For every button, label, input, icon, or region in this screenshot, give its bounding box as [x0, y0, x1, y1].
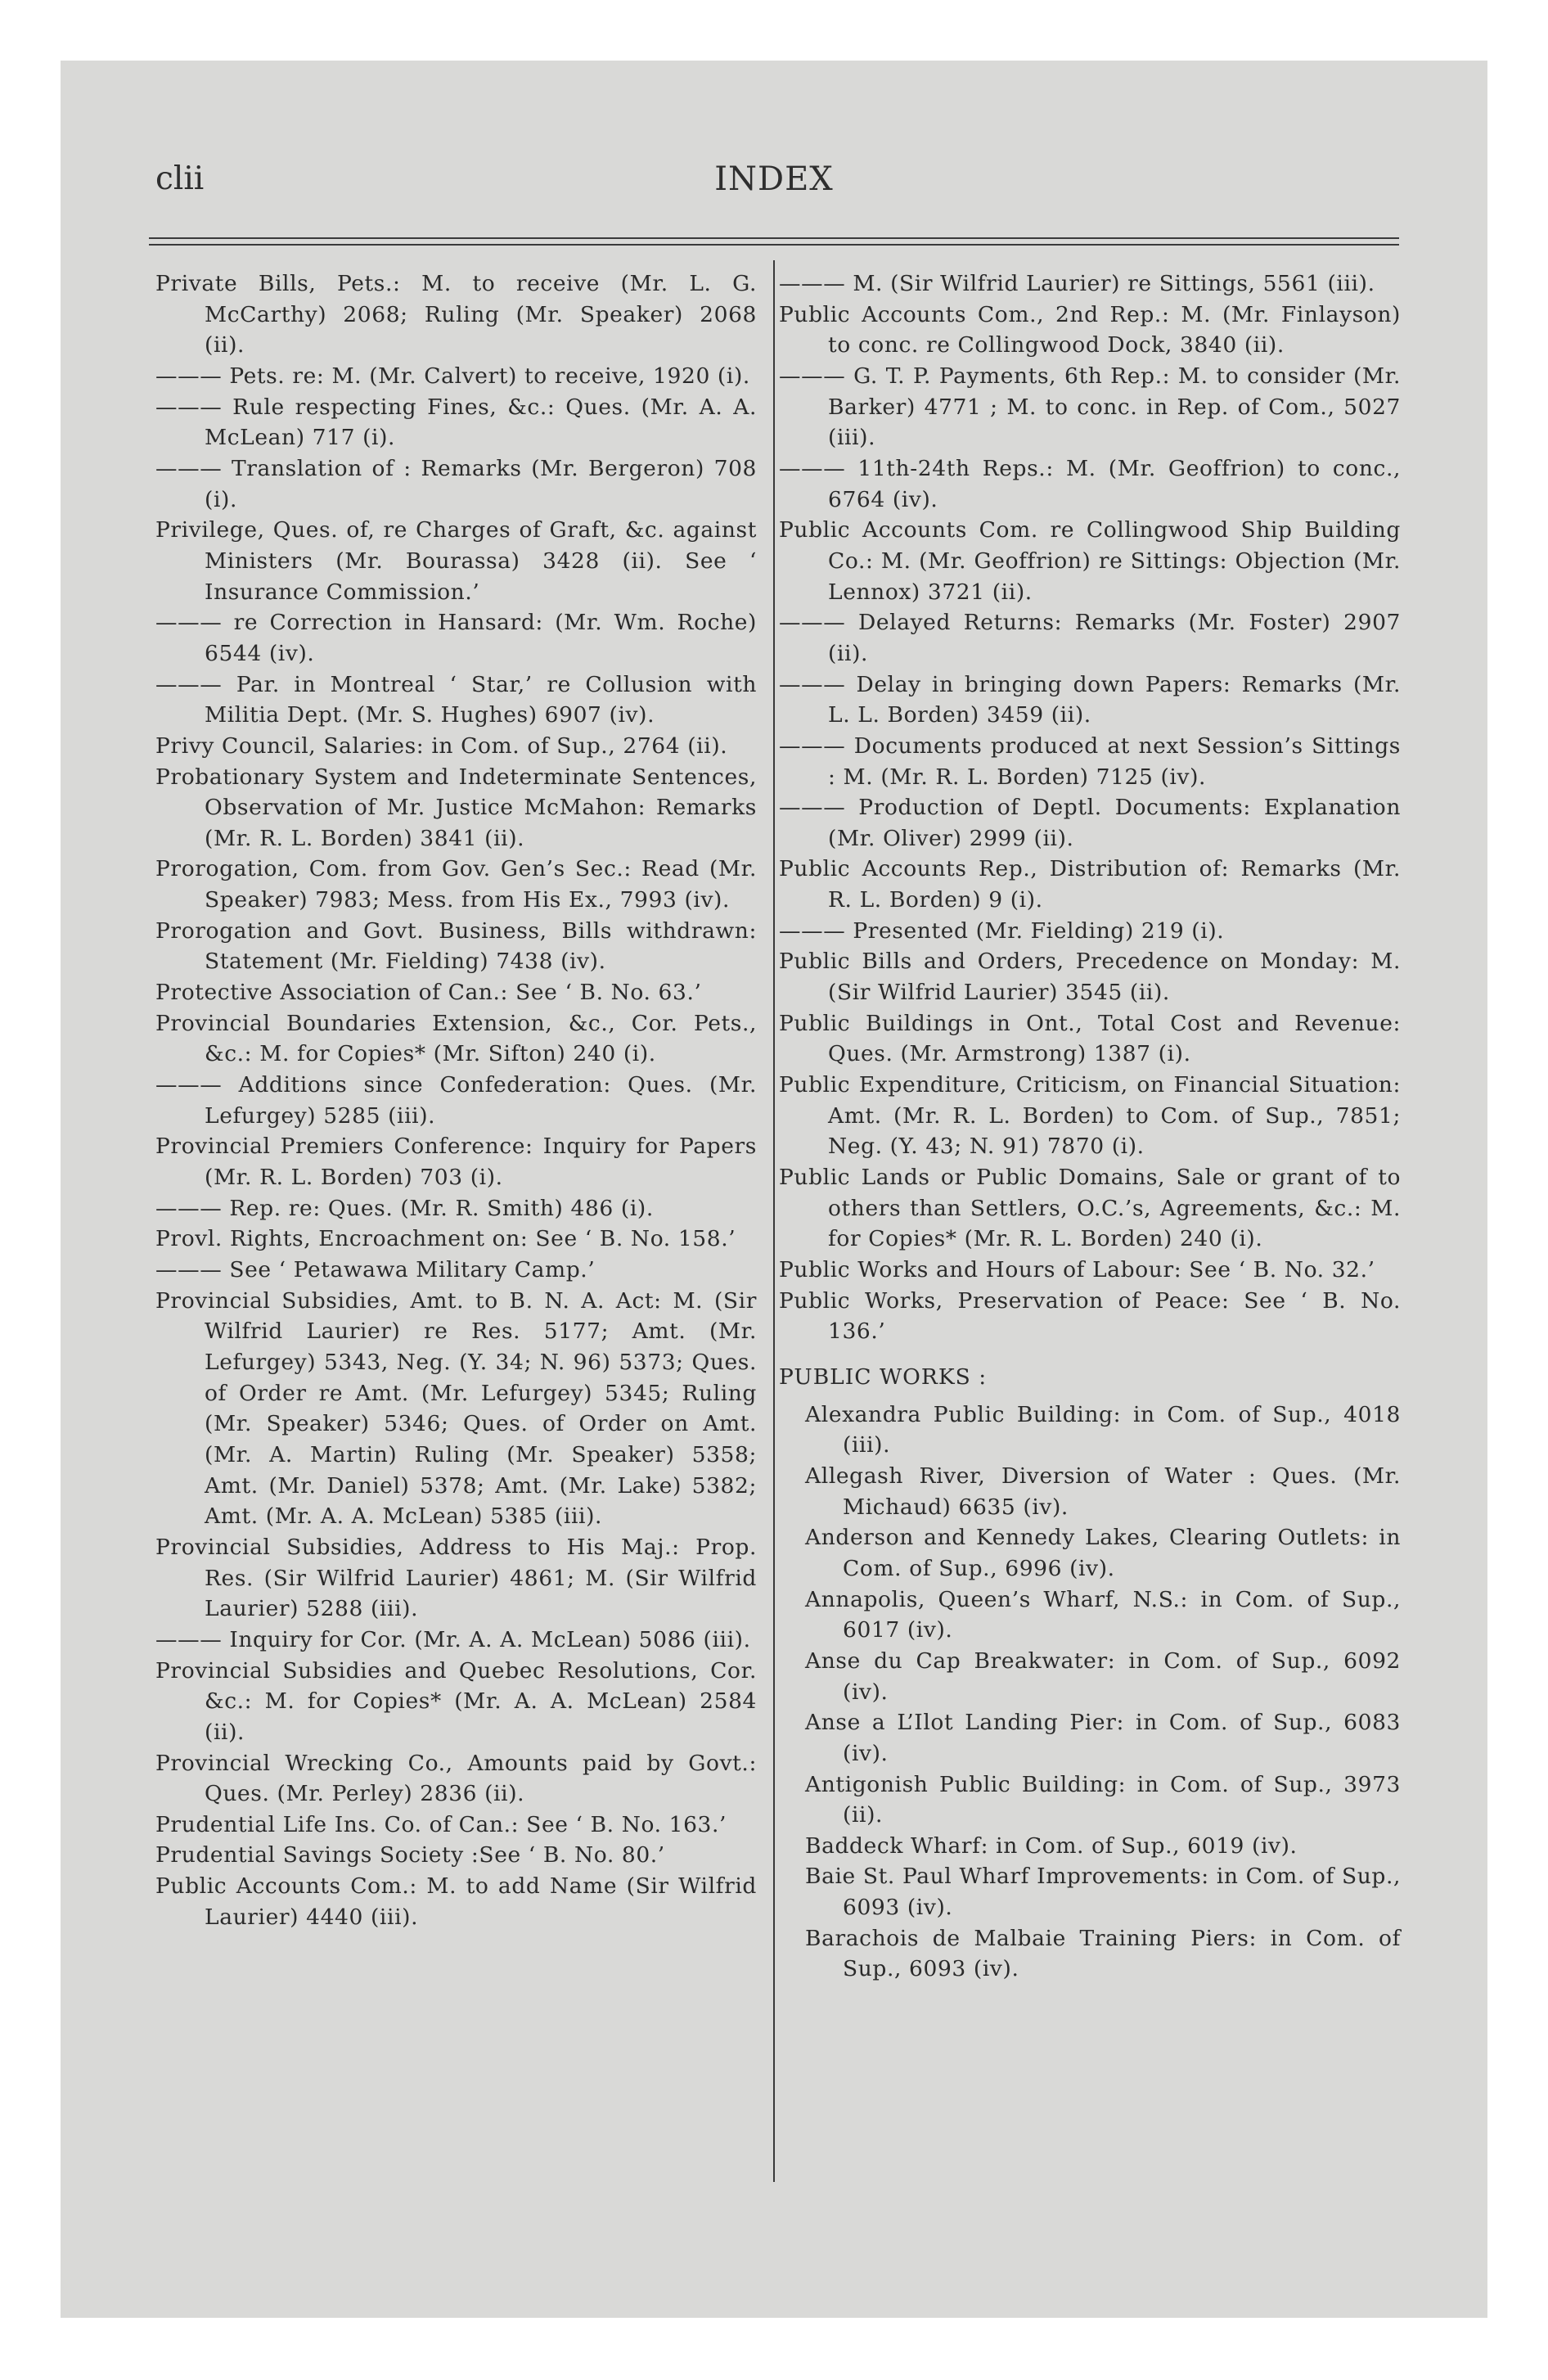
index-entry: Provincial Subsidies, Amt. to B. N. A. Act: M. (Sir Wilfrid Laurier) re Res. 5177; Amt. (Mr. Lefurgey) 5343, Neg. (Y. 34; N. 96) 5373; Ques. of Order re Amt. (Mr. Lefurgey) 5345; Ruling (Mr. Speaker) 5346; Ques. of Order on Amt. (Mr. A. Martin) Ruling (Mr. Speaker) 5358; Amt. (Mr. Daniel) 5378; Amt. (Mr. Lake) 5382; Amt. (Mr. A. A. McLean) 5385 (iii). [155, 1287, 757, 1530]
index-entry: ——— Rep. re: Ques. (Mr. R. Smith) 486 (i). [155, 1195, 654, 1221]
index-entry: Anse du Cap Breakwater: in Com. of Sup., 6092 (iv). [805, 1648, 1401, 1705]
index-entry: ——— M. (Sir Wilfrid Laurier) re Sittings, 5561 (iii). [779, 271, 1375, 296]
header-rule-bottom [149, 244, 1399, 246]
index-entry: Public Buildings in Ont., Total Cost and Revenue: Ques. (Mr. Armstrong) 1387 (i). [779, 1010, 1401, 1067]
index-entry: ——— Presented (Mr. Fielding) 219 (i). [779, 917, 1225, 944]
index-entry: ——— Rule respecting Fines, &c.: Ques. (Mr. A. A. McLean) 717 (i). [155, 394, 757, 451]
index-entry: ——— Documents produced at next Session’s Sittings : M. (Mr. R. L. Borden) 7125 (iv). [779, 732, 1401, 790]
index-entry: Provincial Wrecking Co., Amounts paid by Govt.: Ques. (Mr. Perley) 2836 (ii). [155, 1750, 757, 1807]
index-entry: ——— See ‘ Petawawa Military Camp.’ [155, 1257, 596, 1282]
index-entry: Private Bills, Pets.: M. to receive (Mr. L. G. McCarthy) 2068; Ruling (Mr. Speaker) 2068 (ii). [155, 271, 757, 358]
right-column [779, 268, 1401, 1985]
index-entry: Public Lands or Public Domains, Sale or grant of to others than Settlers, O.C.’s, Agreements, &c.: M. for Copies* (Mr. R. L. Borden) 240 (i). [779, 1165, 1401, 1252]
column-divider [773, 260, 775, 2182]
index-entry: Baie St. Paul Wharf Improvements: in Com. of Sup., 6093 (iv). [805, 1864, 1401, 1921]
index-entry: Provincial Boundaries Extension, &c., Cor. Pets., &c.: M. for Copies* (Mr. Sifton) 240 (i). [155, 1010, 757, 1067]
index-entry: Public Expenditure, Criticism, on Financial Situation: Amt. (Mr. R. L. Borden) to Com. of Sup., 7851; Neg. (Y. 43; N. 91) 7870 (i). [779, 1072, 1401, 1160]
index-entry: Privy Council, Salaries: in Com. of Sup., 2764 (ii). [155, 732, 728, 759]
index-entry: Public Accounts Com.: M. to add Name (Sir Wilfrid Laurier) 4440 (iii). [155, 1873, 757, 1930]
index-entry: Provincial Premiers Conference: Inquiry for Papers (Mr. R. L. Borden) 703 (i). [155, 1134, 757, 1191]
index-entry: ——— Par. in Montreal ‘ Star,’ re Collusion with Militia Dept. (Mr. S. Hughes) 6907 (iv). [155, 671, 757, 728]
index-entry: Prudential Life Ins. Co. of Can.: See ‘ B. No. 163.’ [155, 1811, 727, 1837]
index-entry: ——— Delay in bringing down Papers: Remarks (Mr. L. L. Borden) 3459 (ii). [779, 671, 1401, 728]
index-entry: ——— Pets. re: M. (Mr. Calvert) to receive, 1920 (i). [155, 363, 750, 389]
index-entry: Antigonish Public Building: in Com. of Sup., 3973 (ii). [805, 1771, 1401, 1828]
index-entry: ——— re Correction in Hansard: (Mr. Wm. Roche) 6544 (iv). [155, 610, 757, 666]
index-entry: Barachois de Malbaie Training Piers: in Com. of Sup., 6093 (iv). [805, 1925, 1401, 1982]
page-number: clii [155, 160, 205, 197]
index-entry: ——— Translation of : Remarks (Mr. Bergeron) 708 (i). [155, 455, 757, 512]
index-entry: Anse a L’Ilot Landing Pier: in Com. of Sup., 6083 (iv). [805, 1710, 1401, 1766]
index-entry: Allegash River, Diversion of Water : Ques. (Mr. Michaud) 6635 (iv). [805, 1463, 1401, 1520]
index-entry: Public Accounts Com., 2nd Rep.: M. (Mr. Finlayson) to conc. re Collingwood Dock, 3840 (ii). [779, 301, 1401, 358]
index-entry: Public Works, Preservation of Peace: See ‘ B. No. 136.’ [779, 1287, 1401, 1345]
index-entry: Anderson and Kennedy Lakes, Clearing Outlets: in Com. of Sup., 6996 (iv). [805, 1525, 1401, 1581]
header-rule-top [149, 237, 1399, 239]
index-entry: Alexandra Public Building: in Com. of Sup., 4018 (iii). [805, 1401, 1401, 1458]
index-entry: Prorogation and Govt. Business, Bills withdrawn: Statement (Mr. Fielding) 7438 (iv). [155, 917, 757, 975]
index-entry: Protective Association of Can.: See ‘ B. No. 63.’ [155, 980, 702, 1006]
index-entry: ——— Inquiry for Cor. (Mr. A. A. McLean) 5086 (iii). [155, 1626, 751, 1652]
index-entry: Baddeck Wharf: in Com. of Sup., 6019 (iv). [805, 1832, 1298, 1859]
index-entry: Prudential Savings Society :See ‘ B. No. 80.’ [155, 1842, 665, 1868]
index-entry: Provincial Subsidies and Quebec Resolutions, Cor. &c.: M. for Copies* (Mr. A. A. McLean) 2584 (ii). [155, 1657, 757, 1745]
left-column [155, 268, 757, 1932]
index-entry: Provincial Subsidies, Address to His Maj.: Prop. Res. (Sir Wilfrid Laurier) 4861; M. (Sir Wilfrid Laurier) 5288 (iii). [155, 1534, 757, 1622]
index-entry: ——— G. T. P. Payments, 6th Rep.: M. to consider (Mr. Barker) 4771 ; M. to conc. in Rep. of Com., 5027 (iii). [779, 363, 1401, 451]
page-title: INDEX [714, 160, 834, 198]
index-entry: Annapolis, Queen’s Wharf, N.S.: in Com. of Sup., 6017 (iv). [805, 1586, 1401, 1643]
index-entry: Prorogation, Com. from Gov. Gen’s Sec.: Read (Mr. Speaker) 7983; Mess. from His Ex., 7993 (iv). [155, 856, 757, 913]
index-entry: Provl. Rights, Encroachment on: See ‘ B. No. 158.’ [155, 1226, 736, 1252]
index-entry: Public Accounts Rep., Distribution of: Remarks (Mr. R. L. Borden) 9 (i). [779, 856, 1401, 913]
index-entry: Privilege, Ques. of, re Charges of Graft, &c. against Ministers (Mr. Bourassa) 3428 (ii). See ‘ Insurance Commission.’ [155, 517, 757, 605]
index-entry: ——— Production of Deptl. Documents: Explanation (Mr. Oliver) 2999 (ii). [779, 795, 1401, 851]
index-entry: Public Bills and Orders, Precedence on Monday: M. (Sir Wilfrid Laurier) 3545 (ii). [779, 949, 1401, 1006]
index-entry: Public Works and Hours of Labour: See ‘ B. No. 32.’ [779, 1257, 1375, 1282]
index-entry: ——— 11th-24th Reps.: M. (Mr. Geoffrion) to conc., 6764 (iv). [779, 455, 1401, 512]
index-entry: ——— Additions since Confederation: Ques. (Mr. Lefurgey) 5285 (iii). [155, 1072, 757, 1129]
index-entry: Public Accounts Com. re Collingwood Ship Building Co.: M. (Mr. Geoffrion) re Sittings: Objection (Mr. Lennox) 3721 (ii). [779, 517, 1401, 605]
section-heading: PUBLIC WORKS : [779, 1364, 988, 1390]
index-entry: ——— Delayed Returns: Remarks (Mr. Foster) 2907 (ii). [779, 610, 1401, 666]
index-entry: Probationary System and Indeterminate Sentences, Observation of Mr. Justice McMahon: Remarks (Mr. R. L. Borden) 3841 (ii). [155, 764, 757, 851]
